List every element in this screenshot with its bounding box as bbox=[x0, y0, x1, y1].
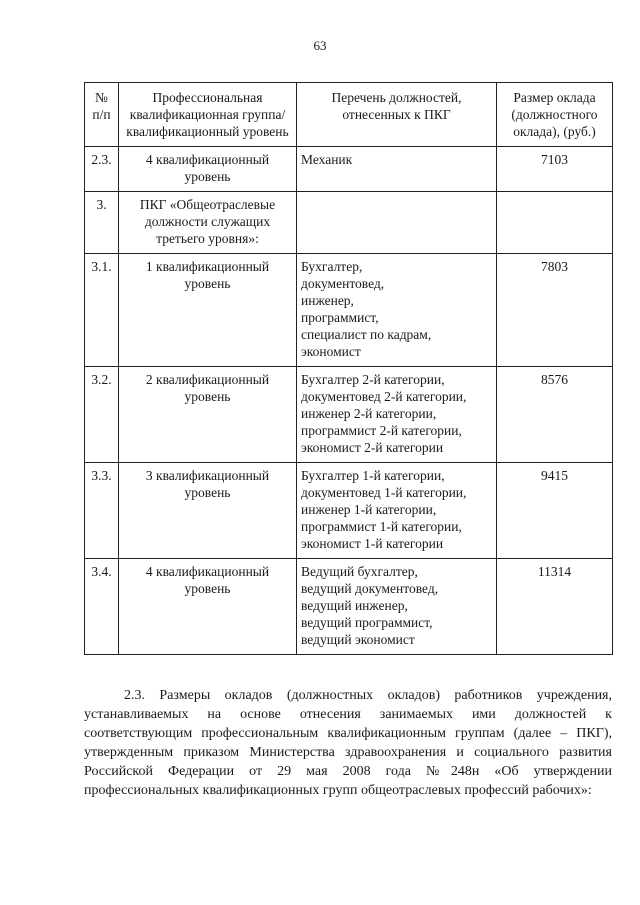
row-group: 3 квалификационный уровень bbox=[119, 463, 297, 559]
position-item: документовед, bbox=[301, 276, 385, 291]
row-number: 3.1. bbox=[85, 254, 119, 367]
header-salary: Размер оклада (должностного оклада), (руб.) bbox=[497, 83, 613, 147]
row-number: 2.3. bbox=[85, 147, 119, 192]
position-item: экономист 2-й категории bbox=[301, 440, 444, 455]
position-item: экономист bbox=[301, 344, 361, 359]
page-number: 63 bbox=[313, 38, 327, 53]
position-item: инженер, bbox=[301, 293, 354, 308]
row-group: 4 квалификационный уровень bbox=[119, 147, 297, 192]
position-item: Бухгалтер 2-й категории, bbox=[301, 372, 445, 387]
row-salary: 7103 bbox=[497, 147, 613, 192]
row-positions bbox=[297, 254, 497, 367]
position-item: инженер 2-й категории, bbox=[301, 406, 437, 421]
position-item: документовед 1-й категории, bbox=[301, 485, 467, 500]
position-item: программист 1-й категории, bbox=[301, 519, 462, 534]
position-item: Бухгалтер, bbox=[301, 259, 363, 274]
table-row bbox=[85, 147, 613, 192]
table-header-row bbox=[85, 83, 613, 147]
position-item: программист 2-й категории, bbox=[301, 423, 462, 438]
row-group: 2 квалификационный уровень bbox=[119, 367, 297, 463]
row-positions bbox=[297, 367, 497, 463]
position-item: инженер 1-й категории, bbox=[301, 502, 437, 517]
position-item: документовед 2-й категории, bbox=[301, 389, 467, 404]
paragraph-text: 2.3. Размеры окладов (должностных окладов) работников учреждения, устанавливаемых на основе отнесения занимаемых ими должностей к соответствующим профессиональным квалификационным группам (далее – ПКГ), утвержденным приказом Министерства здравоохранения и социального развития Российской Федерации от 29 мая 2008 года №248н «Об утверждении профессиональных квалификационных групп общеотраслевых профессий рабочих»: bbox=[84, 688, 612, 798]
row-number: 3.2. bbox=[85, 367, 119, 463]
header-positions: Перечень должностей, отнесенных к ПКГ bbox=[297, 83, 497, 147]
position-item: Механик bbox=[301, 152, 353, 167]
position-item: специалист по кадрам, bbox=[301, 327, 432, 342]
table-body bbox=[85, 147, 613, 655]
position-item: ведущий программист, bbox=[301, 615, 433, 630]
row-positions bbox=[297, 559, 497, 655]
table-row bbox=[85, 559, 613, 655]
row-salary: 9415 bbox=[497, 463, 613, 559]
position-item: экономист 1-й категории bbox=[301, 536, 444, 551]
header-group: Профессиональная квалификационная группа/ квалификационный уровень bbox=[119, 83, 297, 147]
salary-table bbox=[84, 82, 613, 655]
row-group: 4 квалификационный уровень bbox=[119, 559, 297, 655]
position-item: ведущий экономист bbox=[301, 632, 415, 647]
row-positions bbox=[297, 192, 497, 254]
row-positions bbox=[297, 147, 497, 192]
row-positions bbox=[297, 463, 497, 559]
table-row bbox=[85, 254, 613, 367]
position-item: ведущий инженер, bbox=[301, 598, 408, 613]
row-salary bbox=[497, 192, 613, 254]
body-paragraph bbox=[84, 686, 612, 800]
position-item: ведущий документовед, bbox=[301, 581, 439, 596]
row-number: 3.3. bbox=[85, 463, 119, 559]
header-number: № п/п bbox=[85, 83, 119, 147]
row-number: 3.4. bbox=[85, 559, 119, 655]
position-item: программист, bbox=[301, 310, 379, 325]
row-group: 1 квалификационный уровень bbox=[119, 254, 297, 367]
row-salary: 11314 bbox=[497, 559, 613, 655]
table-row bbox=[85, 463, 613, 559]
position-item: Ведущий бухгалтер, bbox=[301, 564, 418, 579]
table-row bbox=[85, 192, 613, 254]
row-salary: 7803 bbox=[497, 254, 613, 367]
row-salary: 8576 bbox=[497, 367, 613, 463]
position-item: Бухгалтер 1-й категории, bbox=[301, 468, 445, 483]
row-number: 3. bbox=[85, 192, 119, 254]
row-group: ПКГ «Общеотраслевые должности служащих третьего уровня»: bbox=[119, 192, 297, 254]
table-row bbox=[85, 367, 613, 463]
